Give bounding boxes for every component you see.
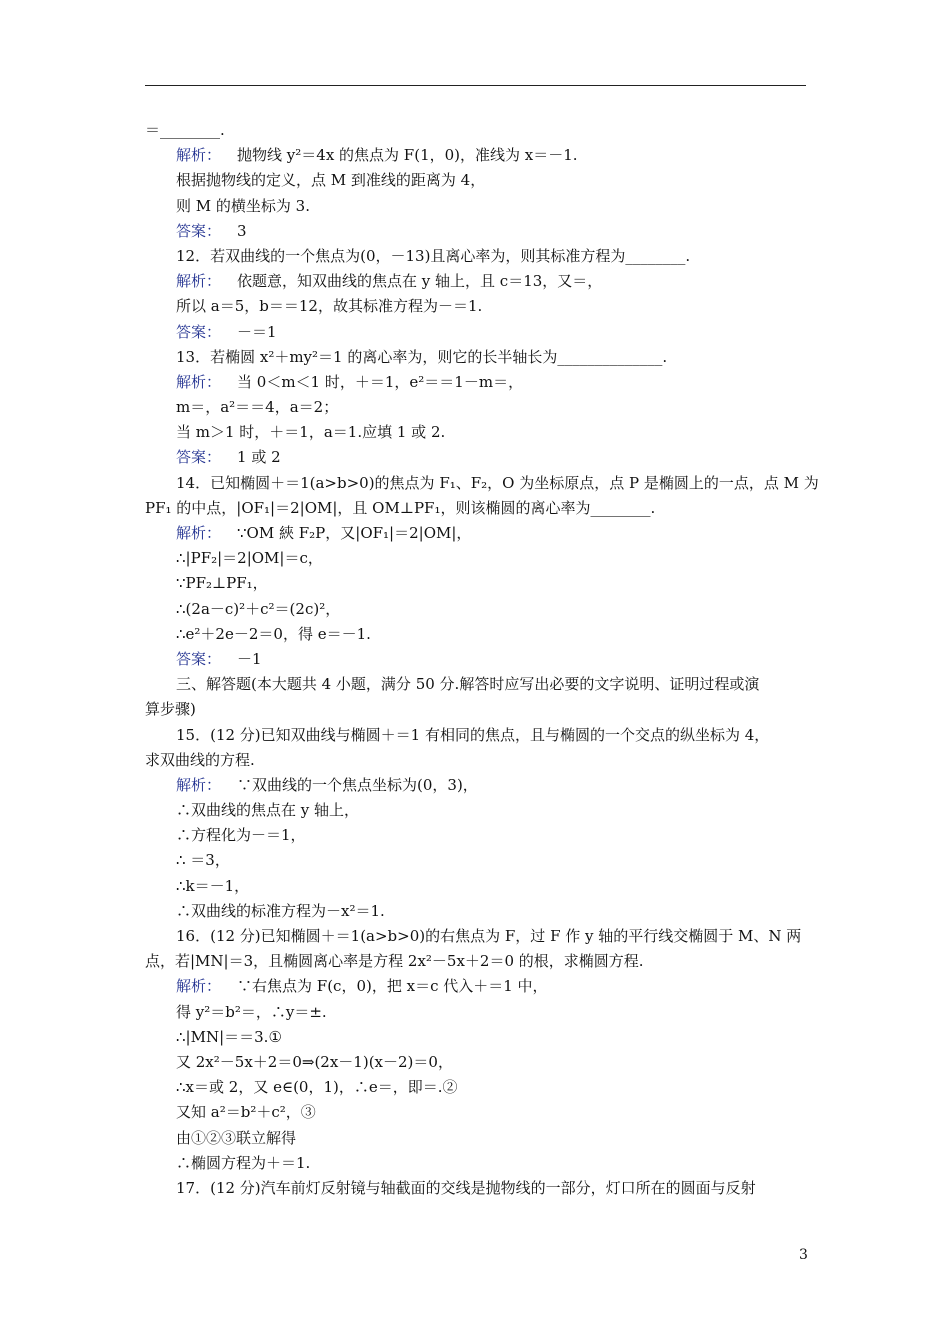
text-line [145,118,807,143]
line-text: ∴x＝或 2，又 e∈(0，1)，∴e＝，即＝.② [176,1078,458,1097]
line-text: 又 2x²－5x＋2＝0⇒(2x－1)(x－2)＝0， [176,1052,453,1071]
line-text: ∴双曲线的标准方程为－x²＝1. [176,901,385,920]
text-line [145,798,807,823]
text-line [145,320,807,345]
text-line [145,546,807,571]
text-line [145,445,807,470]
text-line [145,294,807,319]
text-line [145,395,807,420]
text-line [145,194,807,219]
line-text: ＝________. [145,121,225,139]
line-text: 3 [237,221,247,240]
text-line [145,345,807,370]
line-text: 求双曲线的方程. [145,750,255,769]
text-line [145,823,807,848]
text-line [145,1126,807,1151]
text-line [145,1025,807,1050]
answer-label: 解析： [176,272,222,291]
text-line [145,1050,807,1075]
text-line [145,1151,807,1176]
line-text: －1 [237,649,262,668]
line-text: ∵右焦点为 F(c，0)，把 x＝c 代入＋＝1 中， [237,977,548,996]
text-line [145,471,819,496]
text-line [145,597,807,622]
text-line [145,697,807,722]
line-text: 16．(12 分)已知椭圆＋＝1(a>b>0)的右焦点为 F，过 F 作 y 轴的平行线交椭圆于 M、N 两 [176,927,802,945]
line-text: 17．(12 分)汽车前灯反射镜与轴截面的交线是抛物线的一部分，灯口所在的圆面与反射 [176,1178,756,1197]
line-text: ∴双曲线的焦点在 y 轴上， [176,801,360,820]
line-text: ∵OM 綊 F₂P，又|OF₁|＝2|OM|， [237,524,472,542]
line-text: 点，若|MN|＝3，且椭圆离心率是方程 2x²－5x＋2＝0 的根，求椭圆方程. [145,952,644,971]
line-text: 当 m＞1 时，＋＝1，a＝1.应填 1 或 2. [176,423,446,442]
page-number: 3 [799,1247,808,1263]
text-line [145,848,807,873]
answer-label: 解析： [176,372,222,391]
text-line [145,1176,807,1201]
line-text: ∴方程化为－＝1， [176,826,306,845]
text-line [145,571,807,596]
text-line [145,168,807,193]
answer-label: 解析： [176,775,222,794]
text-line [145,949,807,974]
line-text: ∴|MN|＝＝3.① [176,1027,282,1046]
text-line [145,244,807,269]
line-text: 当 0＜m＜1 时，＋＝1，e²＝＝1－m＝， [237,372,524,391]
line-text: 14．已知椭圆＋＝1(a>b>0)的焦点为 F₁、F₂，O 为坐标原点，点 P 是椭圆上的一点，点 M 为 [176,473,819,492]
answer-label: 答案： [176,448,222,467]
line-text: 12．若双曲线的一个焦点为(0，－13)且离心率为，则其标准方程为________. [176,246,691,265]
line-text: ∴e²＋2e－2＝0，得 e＝－1. [176,624,371,643]
line-text: PF₁ 的中点，|OF₁|＝2|OM|，且 OM⊥PF₁，则该椭圆的离心率为________. [145,498,656,517]
text-line [145,219,807,244]
text-line [145,622,807,647]
answer-label: 解析： [176,146,222,165]
header-rule [145,85,806,86]
line-text: 1 或 2 [237,448,281,467]
line-text: ∵PF₂⊥PF₁， [176,574,268,593]
text-line [145,1000,807,1025]
line-text: ∴ ＝3， [176,851,230,870]
text-line [145,370,807,395]
line-text: ∴椭圆方程为＋＝1. [176,1153,311,1172]
text-line [145,1100,807,1125]
text-line [145,143,807,168]
line-text: 所以 a＝5，b＝＝12，故其标准方程为－＝1. [176,297,483,316]
line-text: m＝，a²＝＝4，a＝2； [176,398,339,417]
text-line [145,874,807,899]
line-text: 15．(12 分)已知双曲线与椭圆＋＝1 有相同的焦点，且与椭圆的一个交点的纵坐标为 4， [176,725,770,744]
answer-label: 解析： [176,524,222,542]
text-line [145,269,807,294]
text-line [145,672,807,697]
text-line [145,647,807,672]
line-text: ∴(2a－c)²＋c²＝(2c)²， [176,599,341,618]
text-line [145,521,807,546]
answer-label: 解析： [176,977,222,996]
line-text: 依题意，知双曲线的焦点在 y 轴上，且 c＝13，又＝， [237,272,603,291]
answer-label: 答案： [176,322,222,341]
answer-label: 答案： [176,649,222,668]
line-text: ∴k＝－1， [176,876,250,895]
text-line [145,420,807,445]
line-text: 三、解答题(本大题共 4 小题，满分 50 分.解答时应写出必要的文字说明、证明过程或演 [176,675,760,694]
text-line [145,974,807,999]
line-text: 得 y²＝b²＝，∴y＝±. [176,1002,327,1021]
text-line [145,773,807,798]
line-text: 13．若椭圆 x²＋my²＝1 的离心率为，则它的长半轴长为______________. [176,347,668,366]
text-line [145,496,807,521]
line-text: 由①②③联立解得 [176,1128,297,1147]
line-text: ∵双曲线的一个焦点坐标为(0，3)， [237,775,478,794]
line-text: 算步骤) [145,700,196,719]
text-line [145,924,807,949]
line-text: 根据抛物线的定义，点 M 到准线的距离为 4， [176,171,486,190]
answer-label: 答案： [176,221,222,240]
document-body [145,118,819,1201]
text-line [145,748,807,773]
line-text: －＝1 [237,322,277,341]
text-line [145,723,807,748]
text-line [145,1075,807,1100]
line-text: 则 M 的横坐标为 3. [176,196,310,215]
line-text: ∴|PF₂|＝2|OM|＝c， [176,549,323,568]
line-text: 抛物线 y²＝4x 的焦点为 F(1，0)，准线为 x＝－1. [237,146,578,165]
line-text: 又知 a²＝b²＋c²，③ [176,1103,316,1122]
text-line [145,899,807,924]
